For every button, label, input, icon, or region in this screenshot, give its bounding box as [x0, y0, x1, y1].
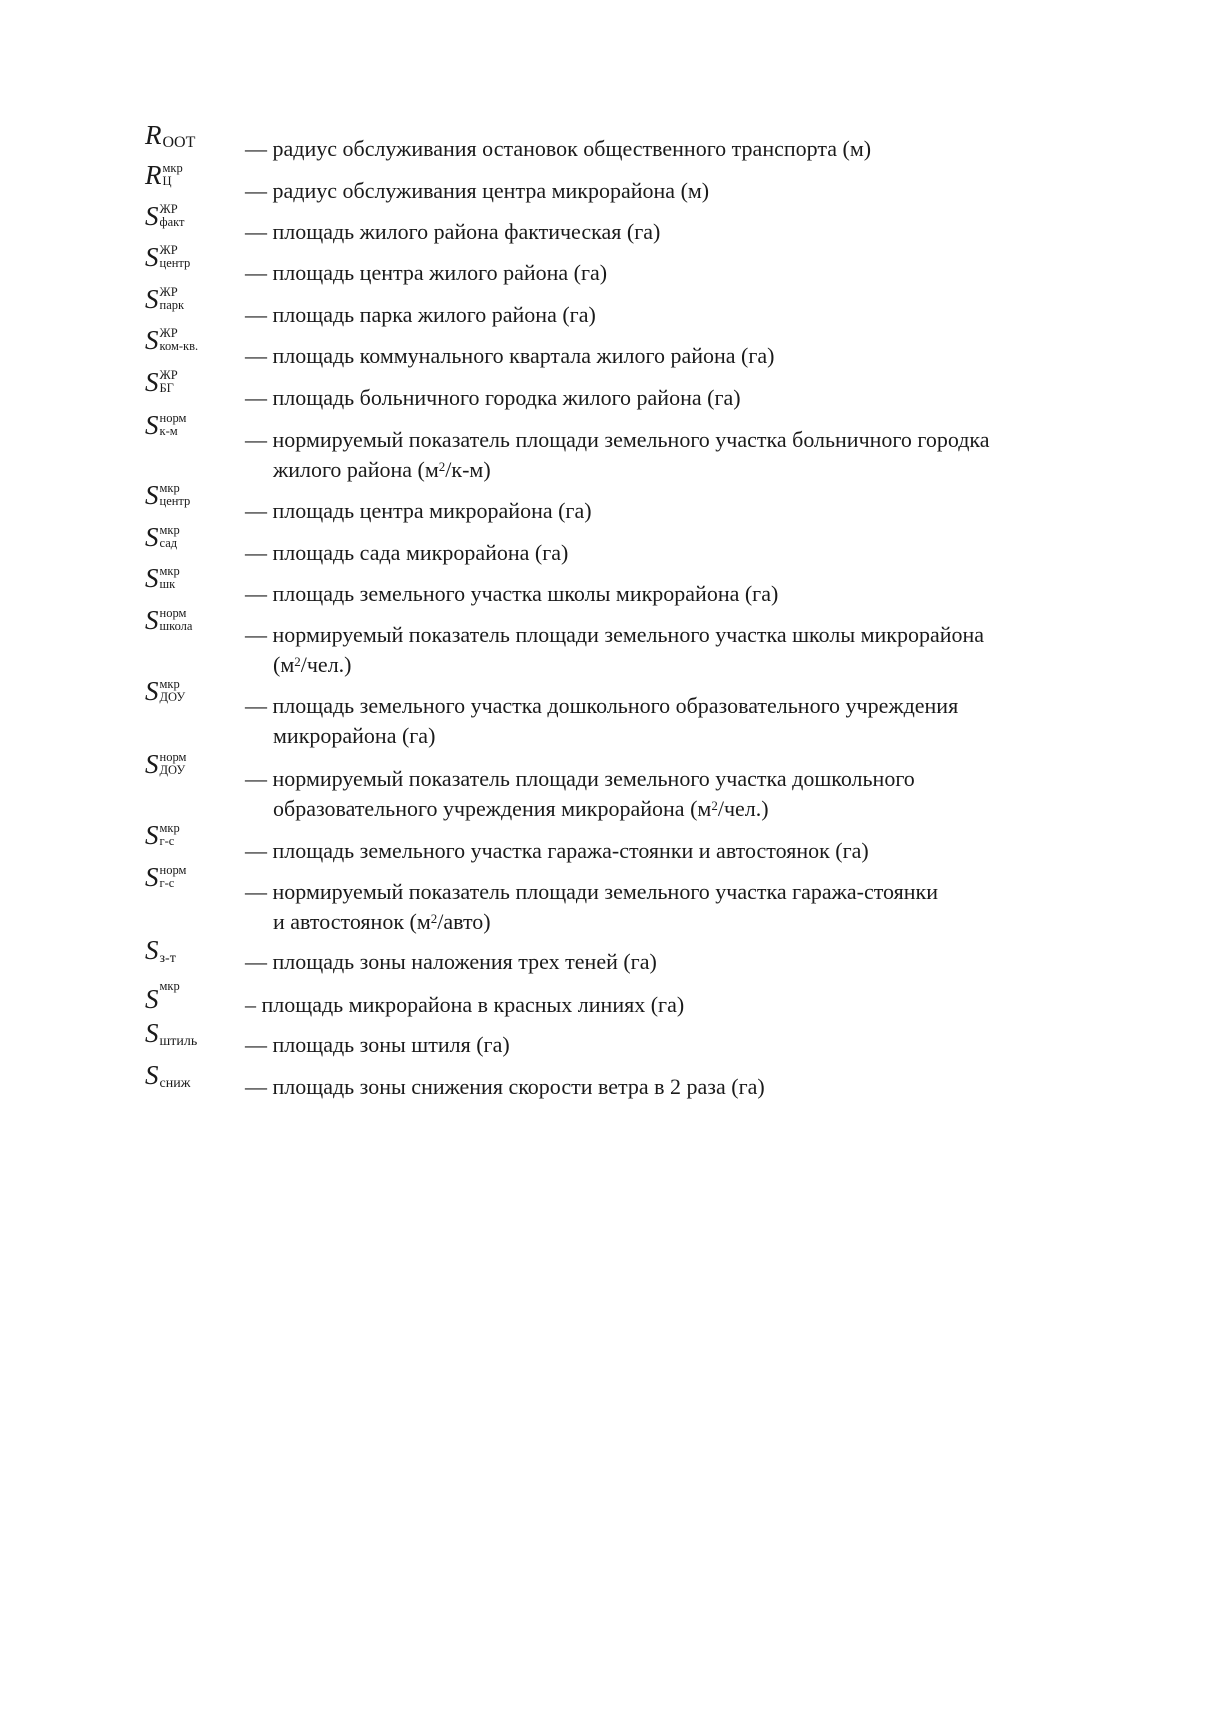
- superscript: мкр: [159, 979, 180, 993]
- symbol: Sз-т: [145, 935, 176, 966]
- superscript: норм: [159, 750, 187, 764]
- symbol: S мкр центр: [145, 480, 191, 510]
- symbol: RООТ: [145, 120, 196, 151]
- definition: — нормируемый показатель площади земельного участка больничного городка жилого района $(м^2/к-м)$: [245, 427, 990, 482]
- symbol: S мкр: [145, 979, 180, 1014]
- superscript: норм: [159, 411, 187, 425]
- symbol: Sсниж: [145, 1060, 191, 1091]
- symbol: S ЖР ком-кв.: [145, 325, 199, 355]
- definition: — площадь парка жилого района (га): [245, 302, 596, 327]
- symbol: S ЖР парк: [145, 284, 185, 314]
- definition: — площадь коммунального квартала жилого района (га): [245, 343, 775, 368]
- subscript: к-м: [159, 424, 178, 438]
- superscript: мкр: [162, 161, 183, 175]
- symbol: S мкр сад: [145, 522, 180, 552]
- definition: — нормируемый показатель площади земельного участка дошкольного образовательного учреждения микрорайона $(м^2/чел.)$: [245, 766, 915, 821]
- subscript: ком-кв.: [159, 339, 199, 353]
- definition: — площадь центра жилого района (га): [245, 260, 608, 285]
- symbol: S мкр шк: [145, 563, 180, 593]
- symbol: S норм к-м: [145, 410, 187, 440]
- definition: — площадь земельного участка гаража-стоянки и автостоянок (га): [245, 838, 869, 863]
- subscript: г-с: [159, 834, 175, 848]
- subscript: школа: [159, 619, 193, 633]
- definition: – площадь микрорайона в красных линиях (га): [245, 992, 685, 1017]
- definition: — радиус обслуживания остановок общественного транспорта (м): [245, 136, 872, 161]
- superscript: мкр: [159, 821, 180, 835]
- definition: — площадь жилого района фактическая (га): [245, 219, 661, 244]
- subscript: шк: [159, 577, 176, 591]
- subscript: сад: [159, 536, 178, 550]
- subscript: БГ: [159, 381, 174, 395]
- superscript: мкр: [159, 481, 180, 495]
- superscript: мкр: [159, 677, 180, 691]
- definition: — нормируемый показатель площади земельного участка гаража-стоянки и автостоянок $(м^2/авто)$: [245, 879, 938, 934]
- symbol: S ЖР центр: [145, 242, 191, 272]
- superscript: мкр: [159, 564, 180, 578]
- symbol: S норм г-с: [145, 862, 187, 892]
- subscript: штиль: [159, 1034, 198, 1049]
- definition: — площадь земельного участка дошкольного образовательного учреждения микрорайона (га): [245, 693, 959, 748]
- symbol: S ЖР БГ: [145, 367, 178, 397]
- superscript: норм: [159, 606, 187, 620]
- superscript: ЖР: [159, 285, 178, 299]
- subscript: центр: [159, 494, 191, 508]
- definition: — площадь зоны снижения скорости ветра в 2 раза (га): [245, 1074, 765, 1099]
- symbol: R мкр Ц: [145, 160, 183, 190]
- superscript: ЖР: [159, 326, 178, 340]
- symbol: S норм ДОУ: [145, 749, 187, 779]
- superscript: норм: [159, 863, 187, 877]
- subscript: центр: [159, 256, 191, 270]
- definition: — площадь сада микрорайона (га): [245, 540, 569, 565]
- superscript: ЖР: [159, 202, 178, 216]
- symbol: S ЖР факт: [145, 201, 185, 231]
- definition: — площадь больничного городка жилого района (га): [245, 385, 741, 410]
- subscript: з-т: [159, 951, 176, 966]
- symbol: Sштиль: [145, 1018, 198, 1049]
- subscript: Ц: [162, 174, 172, 188]
- symbol: S мкр ДОУ: [145, 676, 186, 706]
- definition: — площадь зоны штиля (га): [245, 1032, 510, 1057]
- subscript: ДОУ: [159, 690, 186, 704]
- symbol: S норм школа: [145, 605, 193, 635]
- subscript: ООТ: [162, 134, 196, 151]
- superscript: ЖР: [159, 368, 178, 382]
- subscript: парк: [159, 298, 185, 312]
- definition: — нормируемый показатель площади земельного участка школы микрорайона $(м^2/чел.)$: [245, 622, 985, 677]
- definition: — площадь центра микрорайона (га): [245, 498, 592, 523]
- definition: — радиус обслуживания центра микрорайона (м): [245, 178, 710, 203]
- definition: — площадь земельного участка школы микрорайона (га): [245, 581, 779, 606]
- superscript: ЖР: [159, 243, 178, 257]
- definition: — площадь зоны наложения трех теней (га): [245, 949, 657, 974]
- subscript: факт: [159, 215, 185, 229]
- subscript: ДОУ: [159, 763, 186, 777]
- symbol: S мкр г-с: [145, 820, 180, 850]
- subscript: сниж: [159, 1076, 191, 1091]
- superscript: мкр: [159, 523, 180, 537]
- subscript: г-с: [159, 876, 175, 890]
